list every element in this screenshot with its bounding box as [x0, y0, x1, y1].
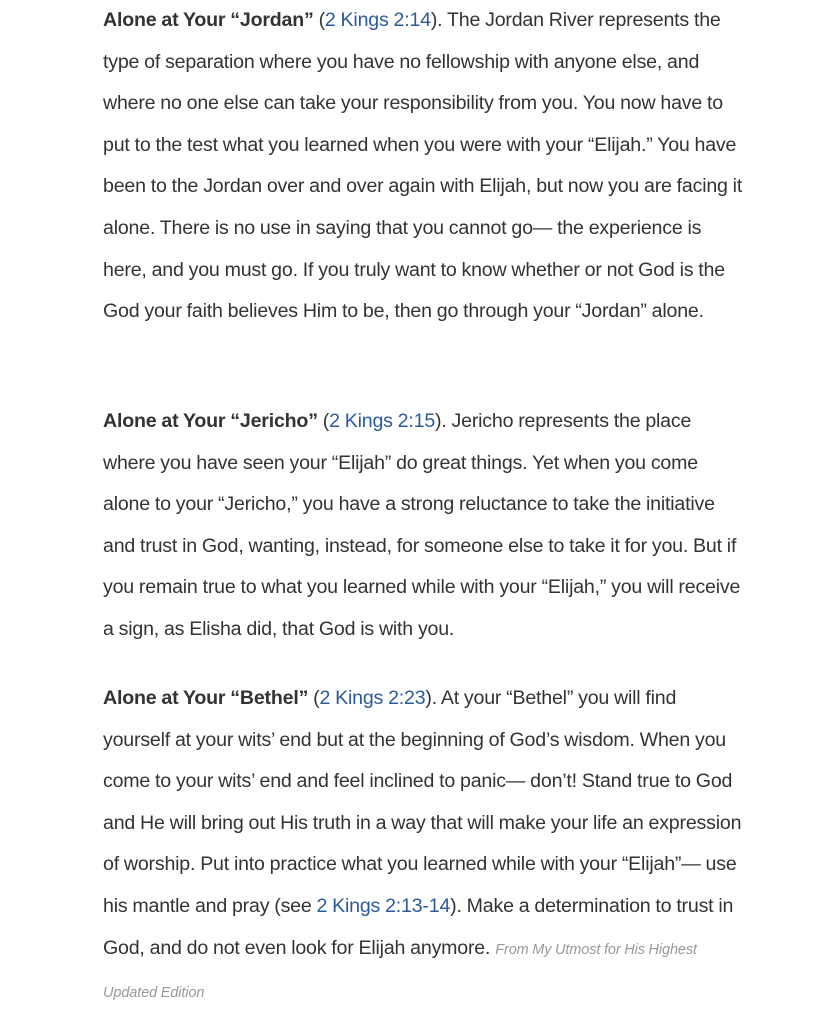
open-paren: ( [313, 9, 325, 31]
open-paren: ( [308, 687, 320, 709]
paragraph-body: ). Jericho represents the place where you have seen your “Elijah” do great things. Yet when you come alone to your “Jericho,” you have a strong reluctance to take the initiative and trust in God, wanting, instead, for someone else to take it for you. But if you remain true to what you learned while with your “Elijah,” you will receive a sign, as Elisha did, that God is with you. [103, 410, 741, 640]
source-attribution: From My Utmost for His Highest Updated Edition [103, 941, 697, 1002]
paragraph-heading: Alone at Your “Bethel” [103, 687, 309, 709]
paragraph-heading: Alone at Your “Jordan” [103, 9, 314, 31]
paragraph-body: ). At your “Bethel” you will find yourself at your wits’ end but at the beginning of God’s wisdom. When you come to your wits’ end and feel inclined to panic— don’t! Stand true to God and He will bring out His truth in a way that will make your life an expression of worship. Put into practice what you learned while with your “Elijah”— use his mantle and pray (see [103, 687, 742, 917]
paragraph-body: ). Make a determination to trust in God, and do not even look for Elijah anymore. [103, 894, 734, 959]
paragraph-jordan [103, 0, 743, 333]
paragraph-heading: Alone at Your “Jericho” [103, 410, 318, 432]
scripture-link[interactable]: 2 Kings 2:23 [319, 687, 426, 709]
paragraph-jericho [103, 401, 743, 651]
scripture-link[interactable]: 2 Kings 2:15 [329, 410, 436, 432]
scripture-link[interactable]: 2 Kings 2:13-14 [316, 894, 451, 917]
paragraph-bethel [103, 678, 743, 1015]
open-paren: ( [317, 410, 330, 432]
paragraph-body: ). The Jordan River represents the type of separation where you have no fellowship with anyone else, and where no one else can take your responsibility from you. You now have to put to the test what you learned when you were with your “Elijah.” You have been to the Jordan over and over again with Elijah, but now you are facing it alone. There is no use in saying that you cannot go— the experience is here, and you must go. If you truly want to know whether or not God is the God your faith believes Him to be, then go through your “Jordan” alone. [103, 9, 743, 323]
scripture-link[interactable]: 2 Kings 2:14 [324, 9, 431, 31]
